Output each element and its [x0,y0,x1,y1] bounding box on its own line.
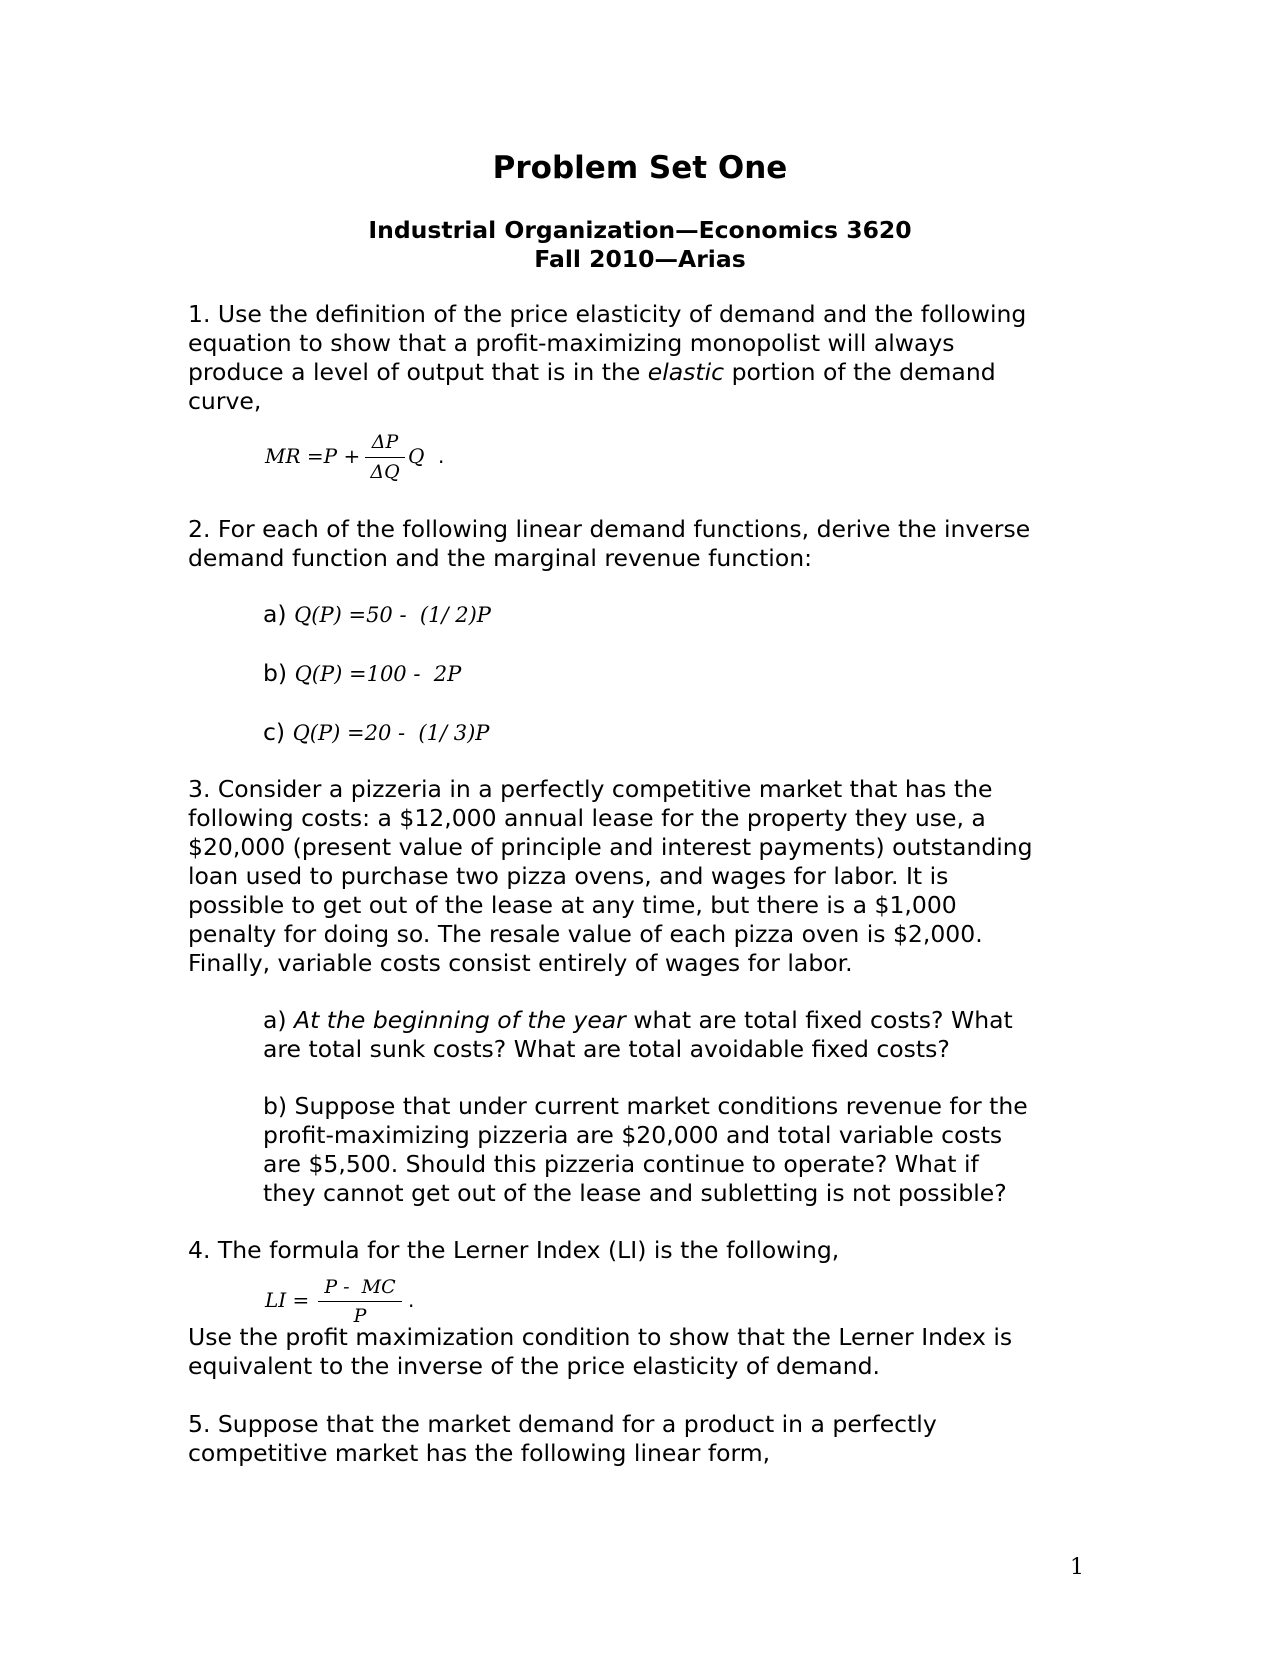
q2-line-1: 2. For each of the following linear demand functions, derive the inverse [188,515,1031,543]
q3-part-a-line-2: are total sunk costs? What are total avoidable fixed costs? [263,1035,950,1063]
page-number: 1 [1070,1555,1084,1580]
q4-line-1: 4. The formula for the Lerner Index (LI) is the following, [188,1236,840,1264]
q4-eq-fraction-bar [318,1301,402,1302]
q3-part-b-line-1: b) Suppose that under current market conditions revenue for the [263,1092,1028,1120]
q4-line-3: equivalent to the inverse of the price elasticity of demand. [188,1352,880,1380]
q1-eq-fraction-bar [365,457,405,458]
q3-line-7: Finally, variable costs consist entirely of wages for labor. [188,949,853,977]
q1-eq-rhs: Q [408,444,425,468]
q3-part-b-line-4: they cannot get out of the lease and subletting is not possible? [263,1179,1007,1207]
q5-line-2: competitive market has the following linear form, [188,1439,771,1467]
q4-line-2: Use the profit maximization condition to show that the Lerner Index is [188,1323,1013,1351]
q2-part-c [263,718,1108,748]
course-subtitle: Industrial Organization—Economics 3620 [368,216,912,244]
q1-eq-numerator: ΔP [371,431,399,453]
q1-eq-period: . [438,444,445,468]
q4-eq-denominator: P [353,1305,367,1327]
q4-eq-lhs: LI = [265,1288,310,1312]
q3-line-2: following costs: a $12,000 annual lease for the property they use, a [188,804,986,832]
q3-a-emphasis: At the beginning of the year [294,1006,626,1034]
q2-c-label: c) [263,718,286,746]
q2-c-equation: Q(P) =20 - (1/ 3)P [292,721,490,745]
q3-part-b-line-3: are $5,500. Should this pizzeria continue to operate? What if [263,1150,979,1178]
q2-b-label: b) [263,659,288,687]
q2-a-equation: Q(P) =50 - (1/ 2)P [294,603,491,627]
q1-line-4: curve, [188,387,262,415]
q2-part-a [263,600,1108,630]
q5-line-1: 5. Suppose that the market demand for a product in a perfectly [188,1410,937,1438]
q1-eq-denominator: ΔQ [370,461,400,483]
q1-line-2: equation to show that a profit-maximizing monopolist will always [188,329,955,357]
q2-line-2: demand function and the marginal revenue function: [188,544,813,572]
q3-line-5: possible to get out of the lease at any time, but there is a $1,000 [188,891,957,919]
q3-a-label: a) [263,1006,295,1034]
q3-line-3: $20,000 (present value of principle and interest payments) outstanding [188,833,1033,861]
q1-line-3 [188,358,1108,387]
q3-part-a-line-1 [263,1006,1108,1035]
q1-elastic-emphasis: elastic [647,358,725,386]
q2-a-label: a) [263,600,287,628]
q2-b-equation: Q(P) =100 - 2P [294,662,462,686]
q4-eq-period: . [408,1288,415,1312]
term-subtitle: Fall 2010—Arias [534,245,746,273]
q1-line-3-pre: produce a level of output that is in the [188,358,648,386]
q1-eq-lhs: MR =P + [265,444,361,468]
q3-part-b-line-2: profit-maximizing pizzeria are $20,000 and total variable costs [263,1121,1003,1149]
q2-part-b [263,659,1108,689]
page-title: Problem Set One [492,150,788,186]
q3-line-4: loan used to purchase two pizza ovens, and wages for labor. It is [188,862,949,890]
q3-line-6: penalty for doing so. The resale value of each pizza oven is $2,000. [188,920,983,948]
q1-line-3-post: portion of the demand [724,358,996,386]
q3-line-1: 3. Consider a pizzeria in a perfectly competitive market that has the [188,775,993,803]
q4-eq-numerator: P - MC [324,1276,396,1298]
q1-line-1: 1. Use the definition of the price elasticity of demand and the following [188,300,1027,328]
q3-a-text: what are total fixed costs? What [625,1006,1013,1034]
